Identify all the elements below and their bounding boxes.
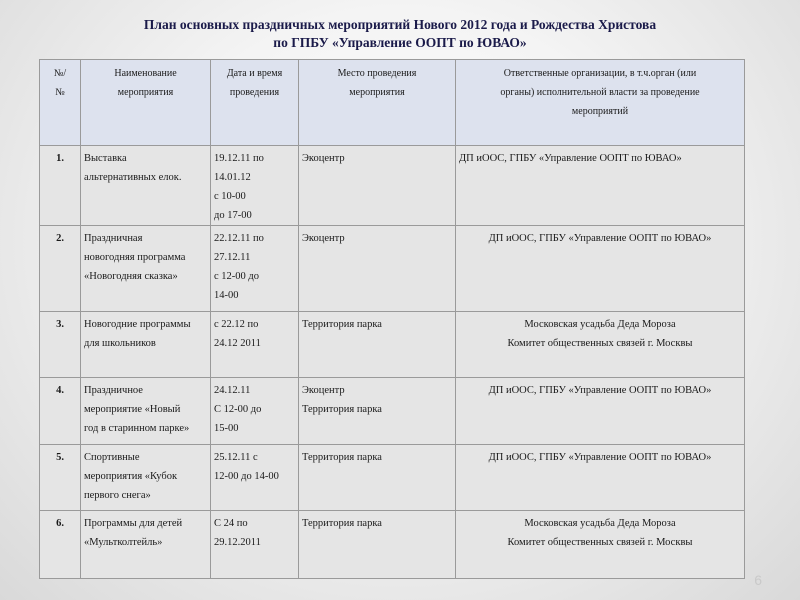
header-row xyxy=(40,60,745,146)
event-name-cell: Праздничное мероприятие «Новый год в старинном парке» xyxy=(81,378,211,445)
event-name-cell: Спортивные мероприятия «Кубок первого снега» xyxy=(81,445,211,511)
place-cell: Территория парка xyxy=(299,312,456,378)
date-cell: 19.12.11 по 14.01.12 с 10-00 до 17-00 xyxy=(211,146,299,226)
date-cell: 22.12.11 по 27.12.11 с 12-00 до 14-00 xyxy=(211,226,299,312)
place-cell: Территория парка xyxy=(299,445,456,511)
row-number: 6. xyxy=(40,511,81,579)
row-number: 4. xyxy=(40,378,81,445)
responsible-cell: ДП иООС, ГПБУ «Управление ООПТ по ЮВАО» xyxy=(456,146,745,226)
place-cell: Экоцентр xyxy=(299,146,456,226)
table-row xyxy=(40,378,745,445)
event-name-cell: Праздничная новогодняя программа «Новогодняя сказка» xyxy=(81,226,211,312)
date-cell: 25.12.11 с 12-00 до 14-00 xyxy=(211,445,299,511)
events-table-container xyxy=(39,59,744,575)
page-title xyxy=(0,16,800,52)
row-number: 3. xyxy=(40,312,81,378)
date-cell: с 22.12 по 24.12 2011 xyxy=(211,312,299,378)
table-row xyxy=(40,445,745,511)
page-number: 6 xyxy=(754,572,762,588)
date-cell: С 24 по 29.12.2011 xyxy=(211,511,299,579)
event-name-cell: Новогодние программы для школьников xyxy=(81,312,211,378)
event-name-cell: Выставка альтернативных елок. xyxy=(81,146,211,226)
responsible-cell: ДП иООС, ГПБУ «Управление ООПТ по ЮВАО» xyxy=(456,445,745,511)
header-event-name: Наименование мероприятия xyxy=(81,60,211,146)
row-number: 2. xyxy=(40,226,81,312)
place-cell: Территория парка xyxy=(299,511,456,579)
row-number: 5. xyxy=(40,445,81,511)
header-number: №/ № xyxy=(40,60,81,146)
header-date-time: Дата и время проведения xyxy=(211,60,299,146)
responsible-cell: Московская усадьба Деда Мороза Комитет общественных связей г. Москвы xyxy=(456,312,745,378)
header-responsible: Ответственные организации, в т.ч.орган (или органы) исполнительной власти за проведение мероприятий xyxy=(456,60,745,146)
event-name-cell: Программы для детей «Мультколтейль» xyxy=(81,511,211,579)
date-cell: 24.12.11 С 12-00 до 15-00 xyxy=(211,378,299,445)
table-row xyxy=(40,511,745,579)
row-number: 1. xyxy=(40,146,81,226)
responsible-cell: Московская усадьба Деда Мороза Комитет общественных связей г. Москвы xyxy=(456,511,745,579)
table-row xyxy=(40,226,745,312)
table-row xyxy=(40,146,745,226)
place-cell: Экоцентр Территория парка xyxy=(299,378,456,445)
title-line-2: по ГПБУ «Управление ООПТ по ЮВАО» xyxy=(273,35,527,50)
table-row xyxy=(40,312,745,378)
title-line-1: План основных праздничных мероприятий Нового 2012 года и Рождества Христова xyxy=(143,17,657,32)
header-place: Место проведения мероприятия xyxy=(299,60,456,146)
responsible-cell: ДП иООС, ГПБУ «Управление ООПТ по ЮВАО» xyxy=(456,378,745,445)
events-table xyxy=(39,59,745,579)
place-cell: Экоцентр xyxy=(299,226,456,312)
responsible-cell: ДП иООС, ГПБУ «Управление ООПТ по ЮВАО» xyxy=(456,226,745,312)
